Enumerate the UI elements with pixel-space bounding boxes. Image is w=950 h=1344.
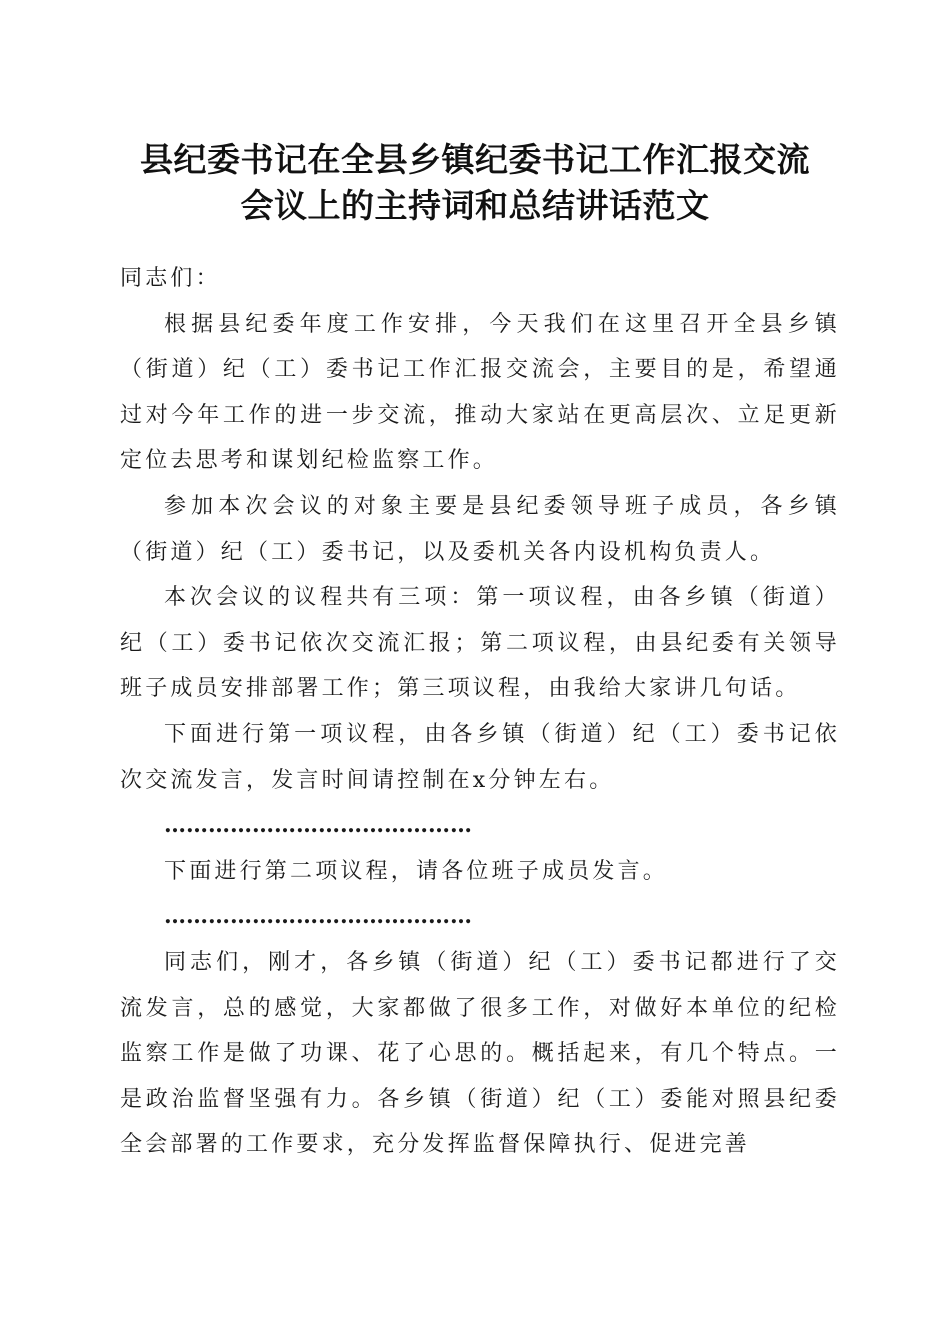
document-body (120, 256, 840, 1168)
ellipsis-separator: …………………………………… (164, 812, 472, 839)
paragraph-second-item: 下面进行第二项议程，请各位班子成员发言。 (164, 858, 669, 884)
document-title-line-2: 会议上的主持词和总结讲话范文 (240, 186, 710, 225)
paragraph-attendees: 参加本次会议的对象主要是县纪委领导班子成员，各乡镇（街道）纪（工）委书记，以及委机关各内设机构负责人。 (120, 493, 840, 565)
salutation: 同志们： (120, 266, 221, 291)
paragraph-closing-remarks: 同志们，刚才，各乡镇（街道）纪（工）委书记都进行了交流发言，总的感觉，大家都做了很多工作，对做好本单位的纪检监察工作是做了功课、花了心思的。概括起来，有几个特点。一是政治监督坚强有力。各乡镇（街道）纪（工）委能对照县纪委全会部署的工作要求，充分发挥监督保障执行、促进完善 (120, 949, 840, 1158)
ellipsis-separator: …………………………………… (164, 903, 472, 930)
paragraph-agenda: 本次会议的议程共有三项：第一项议程，由各乡镇（街道）纪（工）委书记依次交流汇报；第二项议程，由县纪委有关领导班子成员安排部署工作；第三项议程，由我给大家讲几句话。 (120, 585, 840, 702)
paragraph-meeting-purpose: 根据县纪委年度工作安排，今天我们在这里召开全县乡镇（街道）纪（工）委书记工作汇报交流会，主要目的是，希望通过对今年工作的进一步交流，推动大家站在更高层次、立足更新定位去思考和谋划纪检监察工作。 (120, 311, 840, 474)
paragraph-first-item: 下面进行第一项议程，由各乡镇（街道）纪（工）委书记依次交流发言，发言时间请控制在x分钟左右。 (120, 721, 840, 793)
document-title-line-1: 县纪委书记在全县乡镇纪委书记工作汇报交流 (140, 140, 810, 179)
